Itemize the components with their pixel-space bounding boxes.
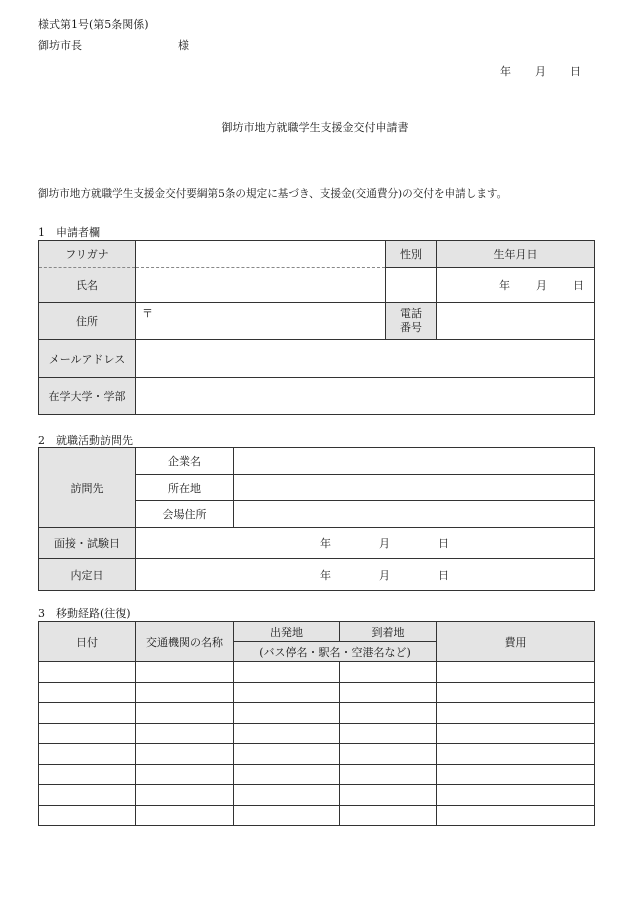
- intro-text: 御坊市地方就職学生支援金交付要綱第5条の規定に基づき、支援金(交通費分)の交付を申請します。: [38, 188, 508, 200]
- name-field[interactable]: [136, 268, 386, 303]
- interview-label: 面接・試験日: [39, 528, 136, 559]
- route-cell[interactable]: [437, 662, 595, 683]
- route-cell[interactable]: [234, 683, 340, 703]
- company-label: 企業名: [136, 448, 234, 475]
- route-cell[interactable]: [234, 744, 340, 765]
- route-cell[interactable]: [437, 765, 595, 785]
- route-cell[interactable]: [234, 724, 340, 744]
- route-cell[interactable]: [437, 724, 595, 744]
- section2-heading: 2 就職活動訪問先: [38, 434, 133, 447]
- route-cell[interactable]: [437, 806, 595, 826]
- location-field[interactable]: [234, 475, 595, 501]
- route-cell[interactable]: [136, 785, 234, 806]
- address-field[interactable]: [136, 303, 386, 340]
- interview-year: 年: [320, 537, 331, 550]
- route-cell[interactable]: [340, 785, 437, 806]
- offer-day: 日: [438, 568, 449, 582]
- interview-month: 月: [379, 537, 390, 550]
- interview-date-field[interactable]: [136, 528, 595, 559]
- place-note: (バス停名・駅名・空港名など): [234, 642, 437, 662]
- birth-month: 月: [536, 279, 547, 292]
- cost-header: 費用: [437, 622, 595, 662]
- phone-label-line2: 番号: [400, 321, 422, 334]
- furigana-label: フリガナ: [39, 241, 136, 268]
- gender-label: 性別: [386, 241, 437, 268]
- birthdate-field[interactable]: [437, 268, 595, 303]
- phone-label-line1: 電話: [400, 307, 422, 320]
- route-cell[interactable]: [340, 662, 437, 683]
- birthdate-label: 生年月日: [437, 241, 595, 268]
- applicant-table: [38, 240, 595, 415]
- route-cell[interactable]: [234, 703, 340, 724]
- visit-label: 訪問先: [39, 448, 136, 528]
- page-title: 御坊市地方就職学生支援金交付申請書: [221, 121, 409, 134]
- route-cell[interactable]: [136, 765, 234, 785]
- email-label: メールアドレス: [39, 340, 136, 378]
- route-cell[interactable]: [136, 744, 234, 765]
- header-month: 月: [535, 65, 546, 78]
- venue-field[interactable]: [234, 501, 595, 528]
- route-table: [38, 621, 595, 826]
- route-cell[interactable]: [437, 703, 595, 724]
- form-number: 様式第1号(第5条関係): [38, 18, 149, 31]
- birth-year: 年: [499, 279, 510, 292]
- route-cell[interactable]: [340, 806, 437, 826]
- section1-heading: 1 申請者欄: [38, 226, 100, 239]
- route-cell[interactable]: [340, 703, 437, 724]
- route-cell[interactable]: [136, 662, 234, 683]
- route-cell[interactable]: [234, 785, 340, 806]
- offer-month: 月: [379, 568, 390, 582]
- furigana-field[interactable]: [136, 241, 386, 268]
- route-cell[interactable]: [39, 765, 136, 785]
- phone-label: [386, 303, 437, 340]
- route-cell[interactable]: [437, 744, 595, 765]
- location-label: 所在地: [136, 475, 234, 501]
- phone-field[interactable]: [437, 303, 595, 340]
- company-field[interactable]: [234, 448, 595, 475]
- name-label: 氏名: [39, 268, 136, 303]
- route-cell[interactable]: [39, 744, 136, 765]
- route-cell[interactable]: [39, 785, 136, 806]
- route-cell[interactable]: [340, 683, 437, 703]
- route-cell[interactable]: [437, 683, 595, 703]
- date-header: 日付: [39, 622, 136, 662]
- route-cell[interactable]: [340, 744, 437, 765]
- transport-header: 交通機関の名称: [136, 622, 234, 662]
- section3-heading: 3 移動経路(往復): [38, 607, 131, 620]
- offer-date-field[interactable]: [136, 559, 595, 591]
- arrival-header: 到着地: [340, 622, 437, 642]
- addressee: 御坊市長: [38, 39, 82, 52]
- interview-day: 日: [438, 537, 449, 550]
- venue-label: 会場住所: [136, 501, 234, 528]
- route-cell[interactable]: [437, 785, 595, 806]
- route-cell[interactable]: [234, 662, 340, 683]
- route-cell[interactable]: [39, 806, 136, 826]
- offer-year: 年: [320, 568, 331, 582]
- route-cell[interactable]: [39, 683, 136, 703]
- school-field[interactable]: [136, 378, 595, 415]
- route-cell[interactable]: [39, 724, 136, 744]
- postal-mark: 〒: [142, 307, 153, 320]
- route-cell[interactable]: [136, 703, 234, 724]
- visit-table: [38, 447, 595, 591]
- departure-header: 出発地: [234, 622, 340, 642]
- header-year: 年: [500, 65, 511, 78]
- route-cell[interactable]: [136, 683, 234, 703]
- offer-label: 内定日: [39, 559, 136, 591]
- route-cell[interactable]: [39, 703, 136, 724]
- route-cell[interactable]: [340, 765, 437, 785]
- email-field[interactable]: [136, 340, 595, 378]
- route-cell[interactable]: [136, 806, 234, 826]
- school-label: 在学大学・学部: [39, 378, 136, 415]
- route-cell[interactable]: [136, 724, 234, 744]
- route-cell[interactable]: [234, 765, 340, 785]
- birth-day: 日: [573, 279, 584, 292]
- route-cell[interactable]: [39, 662, 136, 683]
- route-cell[interactable]: [234, 806, 340, 826]
- gender-field[interactable]: [386, 268, 437, 303]
- address-label: 住所: [39, 303, 136, 340]
- honorific: 様: [178, 39, 189, 52]
- header-day: 日: [570, 65, 581, 78]
- route-cell[interactable]: [340, 724, 437, 744]
